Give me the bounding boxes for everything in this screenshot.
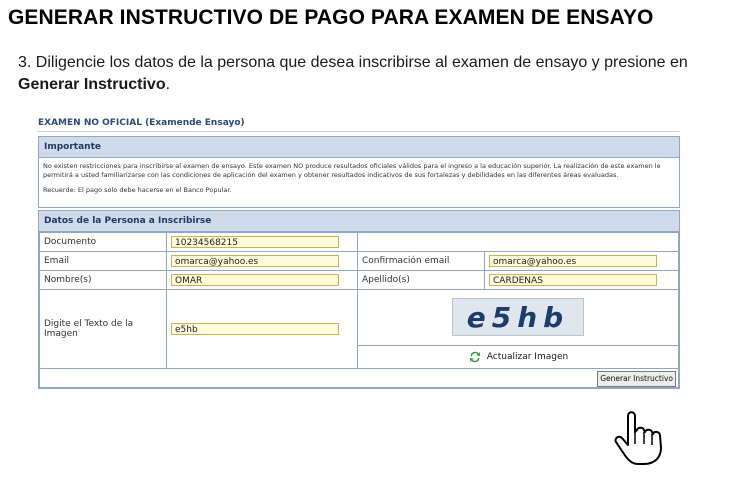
importante-body (39, 158, 679, 207)
importante-paragraph: No existen restricciones para inscribirse al examen de ensayo. Este examen NO produce resultados oficiales válidos para el ingreso a la educación superior. La realización de este examen le permitirá a usted familiarizarse con las condiciones de aplicación del examen y obtener resultados indicativos de sus fortalezas y debilidades en las diferentes áreas evaluadas. (43, 162, 661, 179)
instruction-text (18, 52, 718, 96)
exam-form (38, 118, 680, 389)
documento-input[interactable]: 10234568215 (171, 236, 339, 248)
refresh-icon[interactable] (468, 350, 482, 364)
documento-label: Documento (40, 233, 167, 252)
apellido-cell (485, 271, 679, 290)
documento-row (40, 233, 679, 252)
captcha-input-cell (167, 290, 358, 369)
captcha-label: Digite el Texto de la Imagen (40, 290, 167, 369)
apellido-input[interactable]: CARDENAS (489, 274, 657, 286)
nombre-cell (167, 271, 358, 290)
persona-table (39, 232, 679, 388)
nombre-input[interactable]: OMAR (171, 274, 339, 286)
email-label: Email (40, 252, 167, 271)
hand-cursor-icon (610, 408, 670, 466)
captcha-image-cell (358, 290, 679, 346)
email-input[interactable]: omarca@yahoo.es (171, 255, 339, 267)
importante-box (38, 136, 680, 208)
instruction-text-before: 3. Diligencie los datos de la persona que desea inscribirse al examen de ensayo y presione en (18, 54, 688, 71)
refresh-link[interactable] (362, 350, 674, 364)
captcha-image: e5hb (452, 298, 584, 336)
form-title: EXAMEN NO OFICIAL (Examende Ensayo) (38, 118, 680, 132)
generar-instructivo-button[interactable]: Generar Instructivo (597, 371, 676, 387)
importante-header: Importante (39, 137, 679, 158)
nombre-row (40, 271, 679, 290)
button-row (40, 369, 679, 388)
button-cell (40, 369, 679, 388)
email-row (40, 252, 679, 271)
confirm-email-input[interactable]: omarca@yahoo.es (489, 255, 657, 267)
documento-cell (167, 233, 358, 252)
persona-header: Datos de la Persona a Inscribirse (39, 211, 679, 232)
captcha-input[interactable]: e5hb (171, 323, 339, 335)
documento-empty-cell (358, 233, 679, 252)
refresh-label[interactable]: Actualizar Imagen (486, 351, 569, 362)
instruction-text-after: . (165, 76, 171, 93)
confirm-email-label: Confirmación email (358, 252, 485, 271)
persona-box (38, 210, 680, 389)
email-cell (167, 252, 358, 271)
instruction-bold: Generar Instructivo (18, 76, 166, 93)
refresh-cell (358, 345, 679, 368)
confirm-email-cell (485, 252, 679, 271)
page-heading: GENERAR INSTRUCTIVO DE PAGO PARA EXAMEN DE ENSAYO (8, 6, 654, 29)
apellido-label: Apellido(s) (358, 271, 485, 290)
nombre-label: Nombre(s) (40, 271, 167, 290)
captcha-row (40, 290, 679, 346)
importante-reminder: Recuerde: El pago solo debe hacerse en el Banco Popular. (43, 186, 232, 194)
